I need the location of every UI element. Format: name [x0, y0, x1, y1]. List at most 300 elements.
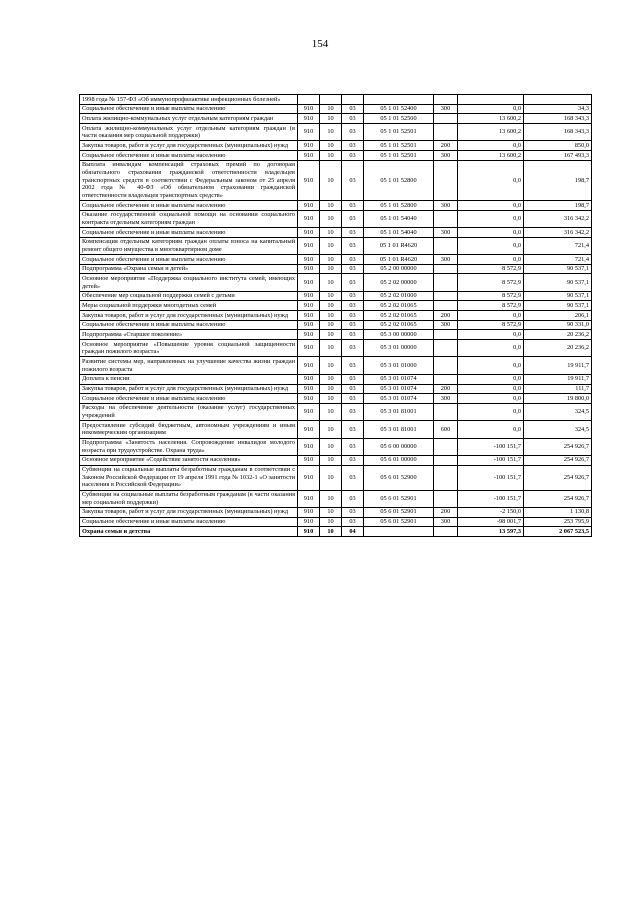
change-amount: 0,0	[458, 201, 524, 211]
total-amount: 198,7	[524, 201, 592, 211]
section-code: 10	[320, 384, 342, 394]
ministry-code: 910	[298, 490, 320, 507]
target-article: 05 6 00 00000	[364, 438, 434, 455]
change-amount: 0,0	[458, 311, 524, 321]
table-row	[80, 490, 592, 507]
ministry-code: 910	[298, 438, 320, 455]
row-name: Развитие системы мер, направленных на улучшение качества жизни граждан пожилого возраста	[80, 357, 298, 374]
table-row	[80, 384, 592, 394]
subsection-code: 03	[342, 455, 364, 465]
section-code: 10	[320, 357, 342, 374]
budget-table	[79, 94, 592, 537]
total-amount: 19 800,0	[524, 394, 592, 404]
row-name: Оплата жилищно-коммунальных услуг отдельным категориям граждан	[80, 114, 298, 124]
ministry-code: 910	[298, 527, 320, 537]
change-amount: 8 572,9	[458, 291, 524, 301]
target-article: 05 3 01 81001	[364, 403, 434, 420]
expense-type: 300	[434, 320, 458, 330]
change-amount: 0,0	[458, 394, 524, 404]
table-row	[80, 114, 592, 124]
expense-type: 300	[434, 228, 458, 238]
target-article: 05 3 01 00000	[364, 340, 434, 357]
ministry-code: 910	[298, 124, 320, 141]
ministry-code: 910	[298, 210, 320, 227]
target-article: 05 2 02 01065	[364, 301, 434, 311]
ministry-code: 910	[298, 465, 320, 490]
ministry-code: 910	[298, 141, 320, 151]
row-name: Подпрограмма «Занятость населения. Сопровождение инвалидов молодого возраста при трудоустройстве. Охрана труда»	[80, 438, 298, 455]
section-code: 10	[320, 160, 342, 200]
row-name: Субвенции на социальные выплаты безработным гражданам в соответствии с Законом Российской Федерации от 19 апреля 1991 года № 1032-1 «О занятости населения в Российской Федерации»	[80, 465, 298, 490]
section-code: 10	[320, 114, 342, 124]
section-code: 10	[320, 374, 342, 384]
subsection-code: 03	[342, 394, 364, 404]
section-code: 10	[320, 507, 342, 517]
subsection-code: 03	[342, 160, 364, 200]
table-row	[80, 237, 592, 254]
total-amount: 254 926,7	[524, 455, 592, 465]
section-code: 10	[320, 201, 342, 211]
ministry-code: 910	[298, 320, 320, 330]
total-amount: 253 795,9	[524, 517, 592, 527]
section-code: 10	[320, 394, 342, 404]
row-name: Основное мероприятие «Поддержка социального института семей, имеющих детей»	[80, 274, 298, 291]
change-amount: 0,0	[458, 384, 524, 394]
total-amount: 34,3	[524, 104, 592, 114]
change-amount: 8 572,9	[458, 320, 524, 330]
expense-type: 200	[434, 384, 458, 394]
ministry-code: 910	[298, 264, 320, 274]
table-row	[80, 374, 592, 384]
table-row	[80, 465, 592, 490]
section-code: 10	[320, 124, 342, 141]
total-amount: 19 911,7	[524, 357, 592, 374]
expense-type	[434, 330, 458, 340]
total-amount: 1 130,8	[524, 507, 592, 517]
change-amount: -100 151,7	[458, 465, 524, 490]
subsection-code: 03	[342, 228, 364, 238]
section-code: 10	[320, 264, 342, 274]
ministry-code: 910	[298, 274, 320, 291]
change-amount: 0,0	[458, 237, 524, 254]
row-name: Доплата к пенсии	[80, 374, 298, 384]
expense-type: 200	[434, 311, 458, 321]
expense-type	[434, 403, 458, 420]
ministry-code: 910	[298, 291, 320, 301]
row-name: Выплата инвалидам компенсаций страховых премий по договорам обязательного страхования гражданской ответственности владельцев транспортных средств в соответствии с Федеральным законом от 25 апреля 2002 года № 40-ФЗ «Об обязательном страховании гражданской ответственности владельцев транспортных средств»	[80, 160, 298, 200]
section-code: 10	[320, 255, 342, 265]
row-name: Субвенции на социальные выплаты безработным гражданам (в части оказания мер социальной поддержки)	[80, 490, 298, 507]
expense-type	[434, 291, 458, 301]
total-amount: 167 493,3	[524, 151, 592, 161]
section-code: 10	[320, 228, 342, 238]
target-article: 05 6 01 52901	[364, 490, 434, 507]
subsection-code: 03	[342, 264, 364, 274]
total-amount	[524, 95, 592, 105]
row-name: Социальное обеспечение и иные выплаты населению	[80, 228, 298, 238]
row-name: Закупка товаров, работ и услуг для государственных (муниципальных) нужд	[80, 384, 298, 394]
ministry-code: 910	[298, 394, 320, 404]
ministry-code: 910	[298, 311, 320, 321]
target-article	[364, 95, 434, 105]
target-article: 05 2 02 01000	[364, 291, 434, 301]
row-name: Социальное обеспечение и иные выплаты населению	[80, 320, 298, 330]
change-amount: 0,0	[458, 330, 524, 340]
row-name: Социальное обеспечение и иные выплаты населению	[80, 394, 298, 404]
expense-type: 300	[434, 394, 458, 404]
table-row	[80, 104, 592, 114]
ministry-code	[298, 95, 320, 105]
ministry-code: 910	[298, 421, 320, 438]
change-amount: 0,0	[458, 104, 524, 114]
row-name: Закупка товаров, работ и услуг для государственных (муниципальных) нужд	[80, 141, 298, 151]
table-row	[80, 421, 592, 438]
expense-type: 300	[434, 151, 458, 161]
subsection-code: 03	[342, 237, 364, 254]
row-name: Социальное обеспечение и иные выплаты населению	[80, 104, 298, 114]
expense-type	[434, 237, 458, 254]
section-code: 10	[320, 421, 342, 438]
total-amount: 168 343,3	[524, 114, 592, 124]
row-name: Социальное обеспечение и иные выплаты населению	[80, 255, 298, 265]
ministry-code: 910	[298, 151, 320, 161]
table-row	[80, 394, 592, 404]
change-amount: 0,0	[458, 374, 524, 384]
total-amount: 206,1	[524, 311, 592, 321]
total-amount: 19 911,7	[524, 374, 592, 384]
total-amount: 316 342,2	[524, 228, 592, 238]
subsection-code: 03	[342, 490, 364, 507]
row-name: 1998 года № 157-ФЗ «Об иммунопрофилактике инфекционных болезней»	[80, 95, 298, 105]
ministry-code: 910	[298, 330, 320, 340]
target-article: 05 3 01 81001	[364, 421, 434, 438]
page-number: 154	[311, 38, 329, 50]
change-amount: 8 572,9	[458, 264, 524, 274]
expense-type: 200	[434, 507, 458, 517]
target-article: 05 2 02 00000	[364, 274, 434, 291]
table-row	[80, 95, 592, 105]
total-amount: 90 331,0	[524, 320, 592, 330]
ministry-code: 910	[298, 114, 320, 124]
expense-type	[434, 95, 458, 105]
row-name: Подпрограмма «Охрана семьи и детей»	[80, 264, 298, 274]
subsection-code: 03	[342, 151, 364, 161]
total-amount: 254 926,7	[524, 490, 592, 507]
change-amount: -100 151,7	[458, 490, 524, 507]
table-row	[80, 210, 592, 227]
change-amount: -100 151,7	[458, 438, 524, 455]
table-row	[80, 124, 592, 141]
target-article: 05 1 01 54040	[364, 228, 434, 238]
target-article: 05 1 01 52400	[364, 104, 434, 114]
section-code: 10	[320, 301, 342, 311]
subsection-code: 03	[342, 124, 364, 141]
total-amount: 254 926,7	[524, 438, 592, 455]
ministry-code: 910	[298, 455, 320, 465]
change-amount: 13 600,2	[458, 124, 524, 141]
table-row	[80, 255, 592, 265]
expense-type	[434, 465, 458, 490]
row-name: Предоставление субсидий бюджетным, автономным учреждениям и иным некоммерческим организациям	[80, 421, 298, 438]
table-body	[80, 95, 592, 537]
ministry-code: 910	[298, 228, 320, 238]
table-row	[80, 320, 592, 330]
table-row	[80, 301, 592, 311]
row-name: Подпрограмма «Старшее поколение»	[80, 330, 298, 340]
target-article: 05 1 01 54040	[364, 210, 434, 227]
section-code: 10	[320, 455, 342, 465]
change-amount: 0,0	[458, 403, 524, 420]
table-row	[80, 311, 592, 321]
subsection-code: 03	[342, 438, 364, 455]
target-article: 05 6 01 52900	[364, 465, 434, 490]
expense-type	[434, 490, 458, 507]
change-amount	[458, 95, 524, 105]
section-code: 10	[320, 210, 342, 227]
section-code	[320, 95, 342, 105]
change-amount: -100 151,7	[458, 455, 524, 465]
table-row	[80, 455, 592, 465]
table-row	[80, 357, 592, 374]
subsection-code: 03	[342, 507, 364, 517]
row-name: Охрана семьи и детства	[80, 527, 298, 537]
total-amount: 2 067 523,5	[524, 527, 592, 537]
expense-type	[434, 340, 458, 357]
expense-type: 300	[434, 255, 458, 265]
subsection-code	[342, 95, 364, 105]
row-name: Закупка товаров, работ и услуг для государственных (муниципальных) нужд	[80, 507, 298, 517]
table-row	[80, 264, 592, 274]
total-amount: 850,0	[524, 141, 592, 151]
change-amount: 0,0	[458, 421, 524, 438]
target-article: 05 1 01 52501	[364, 141, 434, 151]
table-row	[80, 141, 592, 151]
row-name: Социальное обеспечение и иные выплаты населению	[80, 151, 298, 161]
total-amount: 324,5	[524, 403, 592, 420]
change-amount: -2 150,0	[458, 507, 524, 517]
section-code: 10	[320, 330, 342, 340]
expense-type	[434, 527, 458, 537]
total-amount: 168 343,3	[524, 124, 592, 141]
subsection-code: 03	[342, 357, 364, 374]
table-row	[80, 517, 592, 527]
section-code: 10	[320, 403, 342, 420]
row-name: Социальное обеспечение и иные выплаты населению	[80, 517, 298, 527]
subsection-code: 03	[342, 291, 364, 301]
total-amount: 20 236,2	[524, 340, 592, 357]
section-code: 10	[320, 517, 342, 527]
change-amount: 0,0	[458, 210, 524, 227]
target-article: 05 2 00 00000	[364, 264, 434, 274]
subsection-code: 03	[342, 210, 364, 227]
table-row	[80, 274, 592, 291]
subsection-code: 03	[342, 114, 364, 124]
change-amount: 8 572,9	[458, 301, 524, 311]
expense-type	[434, 160, 458, 200]
subsection-code: 03	[342, 517, 364, 527]
target-article: 05 1 01 52800	[364, 160, 434, 200]
ministry-code: 910	[298, 403, 320, 420]
table-row	[80, 151, 592, 161]
expense-type	[434, 357, 458, 374]
change-amount: -98 001,7	[458, 517, 524, 527]
expense-type	[434, 264, 458, 274]
section-code: 10	[320, 237, 342, 254]
expense-type	[434, 114, 458, 124]
table-row	[80, 201, 592, 211]
table-row	[80, 228, 592, 238]
subsection-code: 03	[342, 201, 364, 211]
row-name: Закупка товаров, работ и услуг для государственных (муниципальных) нужд	[80, 311, 298, 321]
row-name: Компенсация отдельным категориям граждан оплаты взноса на капитальный ремонт общего имущества в многоквартирном доме	[80, 237, 298, 254]
total-amount: 316 342,2	[524, 210, 592, 227]
subsection-code: 03	[342, 403, 364, 420]
subsection-code: 03	[342, 330, 364, 340]
ministry-code: 910	[298, 160, 320, 200]
section-code: 10	[320, 104, 342, 114]
change-amount: 8 572,9	[458, 274, 524, 291]
subsection-code: 03	[342, 465, 364, 490]
total-amount: 111,7	[524, 384, 592, 394]
expense-type	[434, 301, 458, 311]
row-name: Оказание государственной социальной помощи на основании социального контракта отдельным категориям граждан	[80, 210, 298, 227]
target-article: 05 6 01 52901	[364, 517, 434, 527]
change-amount: 0,0	[458, 255, 524, 265]
section-code: 10	[320, 291, 342, 301]
change-amount: 0,0	[458, 141, 524, 151]
ministry-code: 910	[298, 357, 320, 374]
expense-type	[434, 374, 458, 384]
target-article: 05 3 01 01074	[364, 384, 434, 394]
row-name: Социальное обеспечение и иные выплаты населению	[80, 201, 298, 211]
table-row	[80, 291, 592, 301]
target-article: 05 6 01 52901	[364, 507, 434, 517]
target-article: 05 1 01 52501	[364, 151, 434, 161]
total-amount: 90 537,1	[524, 291, 592, 301]
subsection-code: 03	[342, 374, 364, 384]
ministry-code: 910	[298, 237, 320, 254]
total-row	[80, 527, 592, 537]
total-amount: 90 537,1	[524, 301, 592, 311]
total-amount: 721,4	[524, 237, 592, 254]
total-amount: 90 537,1	[524, 264, 592, 274]
target-article: 05 1 01 52500	[364, 114, 434, 124]
expense-type: 300	[434, 517, 458, 527]
row-name: Обеспечение мер социальной поддержки семей с детьми	[80, 291, 298, 301]
subsection-code: 03	[342, 421, 364, 438]
ministry-code: 910	[298, 104, 320, 114]
target-article: 05 2 02 01065	[364, 311, 434, 321]
row-name: Основное мероприятие «Содействие занятости населения»	[80, 455, 298, 465]
ministry-code: 910	[298, 384, 320, 394]
change-amount: 13 600,2	[458, 151, 524, 161]
section-code: 10	[320, 274, 342, 291]
section-code: 10	[320, 320, 342, 330]
expense-type: 600	[434, 421, 458, 438]
ministry-code: 910	[298, 340, 320, 357]
total-amount: 721,4	[524, 255, 592, 265]
expense-type: 200	[434, 141, 458, 151]
change-amount: 0,0	[458, 357, 524, 374]
row-name: Оплата жилищно-коммунальных услуг отдельным категориям граждан (в части оказания мер социальной поддержки)	[80, 124, 298, 141]
target-article: 05 2 02 01065	[364, 320, 434, 330]
ministry-code: 910	[298, 517, 320, 527]
subsection-code: 03	[342, 301, 364, 311]
section-code: 10	[320, 490, 342, 507]
expense-type	[434, 438, 458, 455]
expense-type	[434, 274, 458, 291]
change-amount: 0,0	[458, 340, 524, 357]
ministry-code: 910	[298, 255, 320, 265]
section-code: 10	[320, 438, 342, 455]
target-article	[364, 527, 434, 537]
change-amount: 0,0	[458, 160, 524, 200]
target-article: 05 6 01 00000	[364, 455, 434, 465]
target-article: 05 1 01 52800	[364, 201, 434, 211]
expense-type: 300	[434, 201, 458, 211]
subsection-code: 03	[342, 340, 364, 357]
total-amount: 198,7	[524, 160, 592, 200]
subsection-code: 03	[342, 104, 364, 114]
subsection-code: 03	[342, 384, 364, 394]
section-code: 10	[320, 527, 342, 537]
table-row	[80, 507, 592, 517]
total-amount: 90 537,1	[524, 274, 592, 291]
table-row	[80, 438, 592, 455]
subsection-code: 03	[342, 311, 364, 321]
section-code: 10	[320, 340, 342, 357]
expense-type	[434, 210, 458, 227]
change-amount: 13 600,2	[458, 114, 524, 124]
row-name: Основное мероприятие «Повышение уровня социальной защищенности граждан пожилого возраста»	[80, 340, 298, 357]
row-name: Расходы на обеспечение деятельности (оказание услуг) государственных учреждений	[80, 403, 298, 420]
table-row	[80, 330, 592, 340]
target-article: 05 3 01 01074	[364, 374, 434, 384]
section-code: 10	[320, 141, 342, 151]
target-article: 05 3 01 01000	[364, 357, 434, 374]
subsection-code: 03	[342, 141, 364, 151]
subsection-code: 04	[342, 527, 364, 537]
table-row	[80, 160, 592, 200]
expense-type	[434, 455, 458, 465]
section-code: 10	[320, 311, 342, 321]
target-article: 05 1 01 R4620	[364, 255, 434, 265]
ministry-code: 910	[298, 374, 320, 384]
target-article: 05 3 01 01074	[364, 394, 434, 404]
total-amount: 324,5	[524, 421, 592, 438]
expense-type: 300	[434, 104, 458, 114]
table-row	[80, 340, 592, 357]
target-article: 05 1 01 52501	[364, 124, 434, 141]
subsection-code: 03	[342, 320, 364, 330]
section-code: 10	[320, 151, 342, 161]
subsection-code: 03	[342, 274, 364, 291]
ministry-code: 910	[298, 507, 320, 517]
table-row	[80, 403, 592, 420]
target-article: 05 1 01 R4620	[364, 237, 434, 254]
expense-type	[434, 124, 458, 141]
total-amount: 254 926,7	[524, 465, 592, 490]
section-code: 10	[320, 465, 342, 490]
target-article: 05 3 00 00000	[364, 330, 434, 340]
ministry-code: 910	[298, 301, 320, 311]
change-amount: 13 597,3	[458, 527, 524, 537]
subsection-code: 03	[342, 255, 364, 265]
total-amount: 20 236,2	[524, 330, 592, 340]
change-amount: 0,0	[458, 228, 524, 238]
ministry-code: 910	[298, 201, 320, 211]
row-name: Меры социальной поддержки многодетных семей	[80, 301, 298, 311]
